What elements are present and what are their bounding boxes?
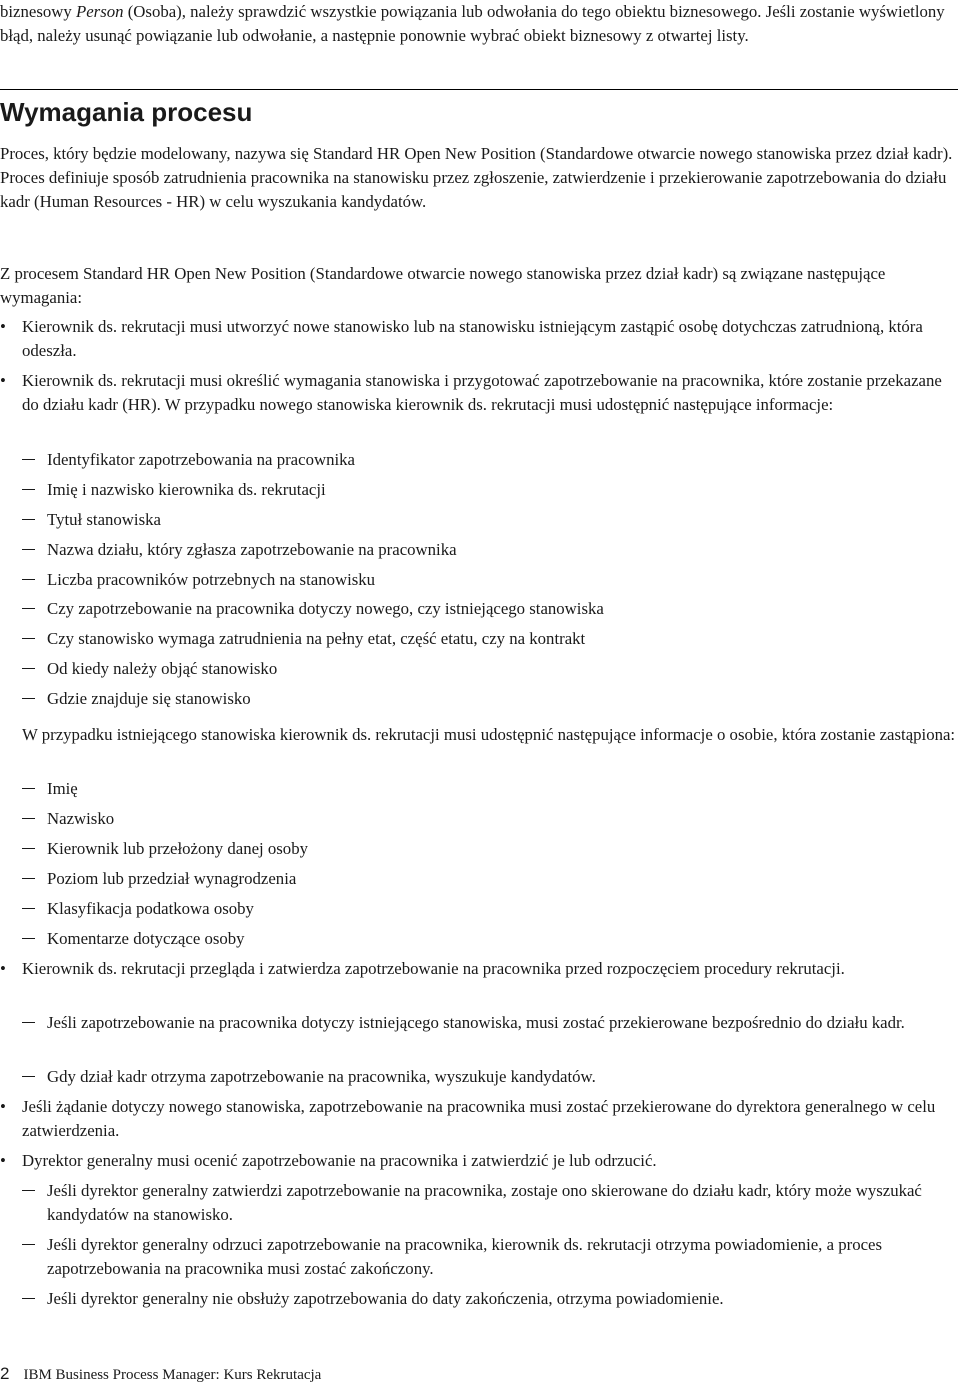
dash-item xyxy=(22,627,958,651)
bullet-text: Kierownik ds. rekrutacji przegląda i zatwierdza zapotrzebowanie na pracownika przed rozpoczęciem procedury rekrutacji. xyxy=(22,959,845,978)
dash-text: Imię xyxy=(47,779,78,798)
bullet-item xyxy=(0,1095,958,1143)
dash-item xyxy=(22,1233,958,1281)
dash-item xyxy=(22,478,958,502)
dash-text: Klasyfikacja podatkowa osoby xyxy=(47,899,254,918)
dash-marker xyxy=(22,938,35,939)
dash-text: Kierownik lub przełożony danej osoby xyxy=(47,839,308,858)
dash-marker xyxy=(22,1244,35,1245)
dash-text: Jeśli dyrektor generalny odrzuci zapotrzebowanie na pracownika, kierownik ds. rekrutacji otrzyma powiadomienie, a proces zapotrzebowania na pracownika musi zostać zakończony. xyxy=(47,1235,883,1278)
bullet-item xyxy=(0,957,958,981)
dash-item xyxy=(22,927,958,951)
page-footer xyxy=(0,1363,321,1386)
footer-title: IBM Business Process Manager: Kurs Rekrutacja xyxy=(23,1367,322,1383)
dash-marker xyxy=(22,818,35,819)
bullet-item xyxy=(0,315,958,363)
bullet-marker: • xyxy=(0,1151,6,1170)
bullet-marker: • xyxy=(0,1097,6,1116)
dash-text: Jeśli dyrektor generalny nie obsłuży zapotrzebowania do daty zakończenia, otrzyma powiadomienie. xyxy=(47,1289,724,1308)
dash-text: Nazwa działu, który zgłasza zapotrzebowanie na pracownika xyxy=(47,540,457,559)
dash-item xyxy=(22,508,958,532)
bullet-text: Dyrektor generalny musi ocenić zapotrzebowanie na pracownika i zatwierdzić je lub odrzucić. xyxy=(22,1151,657,1170)
dash-marker xyxy=(22,668,35,669)
paragraph-process-description: Proces, który będzie modelowany, nazywa się Standard HR Open New Position (Standardowe otwarcie nowego stanowiska przez dział kadr). Proces definiuje sposób zatrudnienia pracownika na stanowisku przez zgłoszenie, zatwierdzenie i przekierowanie zapotrzebowania do działu kadr (Human Resources - HR) w celu wyszukania kandydatów. xyxy=(0,144,953,211)
dash-marker xyxy=(22,878,35,879)
dash-marker xyxy=(22,1190,35,1191)
intro-paragraph xyxy=(0,0,955,48)
intro-text-start: biznesowy xyxy=(0,2,76,21)
intro-italic-term: Person xyxy=(75,2,124,21)
dash-text: Nazwisko xyxy=(47,809,115,828)
dash-marker xyxy=(22,848,35,849)
dash-marker xyxy=(22,1022,35,1023)
dash-item xyxy=(22,687,958,711)
intro-text-end: (Osoba), należy sprawdzić wszystkie powiązania lub odwołania do tego obiektu biznesowego. Jeśli zostanie wyświetlony błąd, należy usunąć powiązanie lub odwołanie, a następnie ponownie wybrać obiekt biznesowy z otwartej listy. xyxy=(0,2,945,45)
dash-item xyxy=(22,538,958,562)
dash-marker xyxy=(22,519,35,520)
dash-marker xyxy=(22,698,35,699)
dash-item xyxy=(22,1179,958,1227)
dash-item xyxy=(22,807,958,831)
dash-text: Liczba pracowników potrzebnych na stanowisku xyxy=(47,570,376,589)
paragraph-requirements-intro: Z procesem Standard HR Open New Position (Standardowe otwarcie nowego stanowiska przez dział kadr) są związane następujące wymagania: xyxy=(0,264,886,307)
dash-marker xyxy=(22,638,35,639)
dash-item xyxy=(22,448,958,472)
dash-marker xyxy=(22,608,35,609)
dash-text: Jeśli zapotrzebowanie na pracownika dotyczy istniejącego stanowiska, musi zostać przekierowane bezpośrednio do działu kadr. xyxy=(47,1013,905,1032)
bullet-text: Kierownik ds. rekrutacji musi utworzyć nowe stanowisko lub na stanowisku istniejącym zastąpić osobę dotychczas zatrudnioną, która odeszła. xyxy=(22,317,923,360)
bullet-text: Kierownik ds. rekrutacji musi określić wymagania stanowiska i przygotować zapotrzebowanie na pracownika, które zostanie przekazane do działu kadr (HR). W przypadku nowego stanowiska kierownik ds. rekrutacji musi udostępnić następujące informacje: xyxy=(22,371,942,414)
dash-item xyxy=(22,837,958,861)
dash-text: Gdy dział kadr otrzyma zapotrzebowanie na pracownika, wyszukuje kandydatów. xyxy=(47,1067,596,1086)
dash-text: Tytuł stanowiska xyxy=(47,510,161,529)
dash-marker xyxy=(22,1298,35,1299)
section-divider xyxy=(0,89,958,90)
dash-marker xyxy=(22,549,35,550)
bullet-marker: • xyxy=(0,371,6,390)
bullet-item xyxy=(0,369,958,417)
dash-text: Identyfikator zapotrzebowania na pracownika xyxy=(47,450,355,469)
dash-text: Od kiedy należy objąć stanowisko xyxy=(47,659,278,678)
page-number: 2 xyxy=(0,1364,10,1383)
dash-marker xyxy=(22,788,35,789)
bullet-marker: • xyxy=(0,317,6,336)
bullet-item xyxy=(0,1149,958,1173)
section-heading: Wymagania procesu xyxy=(0,97,253,127)
paragraph-existing-position: W przypadku istniejącego stanowiska kierownik ds. rekrutacji musi udostępnić następujące informacje o osobie, która zostanie zastąpiona: xyxy=(22,725,956,744)
dash-text: Czy zapotrzebowanie na pracownika dotyczy nowego, czy istniejącego stanowiska xyxy=(47,599,604,618)
dash-marker xyxy=(22,459,35,460)
dash-marker xyxy=(22,579,35,580)
dash-text: Imię i nazwisko kierownika ds. rekrutacji xyxy=(47,480,326,499)
dash-text: Poziom lub przedział wynagrodzenia xyxy=(47,869,297,888)
bullet-text: Jeśli żądanie dotyczy nowego stanowiska, zapotrzebowanie na pracownika musi zostać przekierowane do dyrektora generalnego w celu zatwierdzenia. xyxy=(22,1097,936,1140)
dash-item xyxy=(22,1287,958,1311)
dash-text: Komentarze dotyczące osoby xyxy=(47,929,245,948)
dash-text: Jeśli dyrektor generalny zatwierdzi zapotrzebowanie na pracownika, zostaje ono skierowane do działu kadr, który może wyszukać kandydatów na stanowisko. xyxy=(47,1181,922,1224)
dash-item xyxy=(22,777,958,801)
dash-marker xyxy=(22,908,35,909)
dash-item xyxy=(22,1065,958,1089)
dash-item xyxy=(22,657,958,681)
dash-item xyxy=(22,597,958,621)
dash-item xyxy=(22,867,958,891)
dash-item xyxy=(22,897,958,921)
dash-item xyxy=(22,1011,958,1035)
dash-text: Gdzie znajduje się stanowisko xyxy=(47,689,251,708)
dash-marker xyxy=(22,1076,35,1077)
dash-item xyxy=(22,568,958,592)
dash-text: Czy stanowisko wymaga zatrudnienia na pełny etat, część etatu, czy na kontrakt xyxy=(47,629,586,648)
bullet-marker: • xyxy=(0,959,6,978)
dash-marker xyxy=(22,489,35,490)
